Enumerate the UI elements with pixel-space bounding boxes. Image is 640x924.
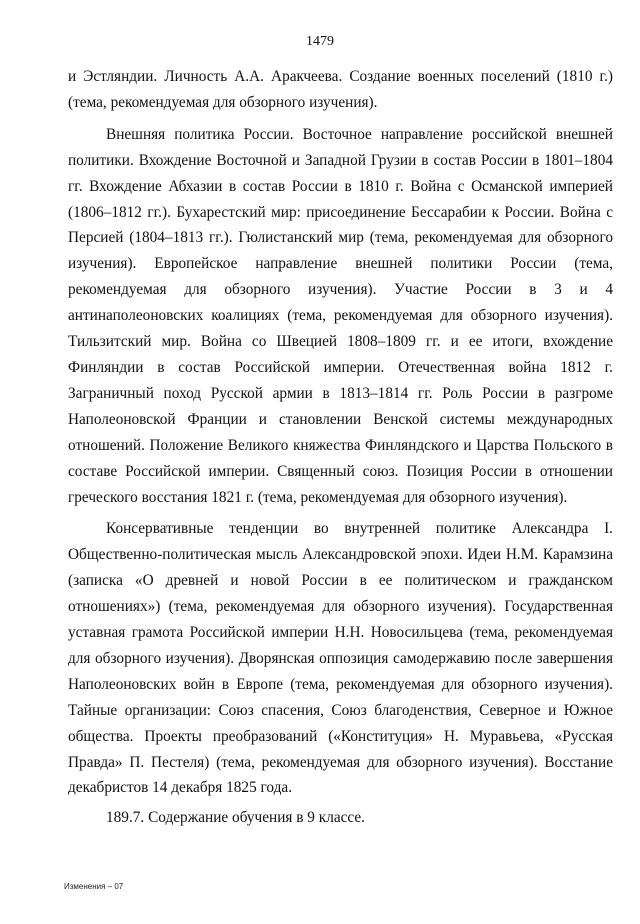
paragraph-military-settlements: и Эстляндии. Личность А.А. Аракчеева. Создание военных поселений (1810 г.) (тема, рекомендуемая для обзорного изучения). [68, 68, 613, 111]
paragraph-foreign-policy: Внешняя политика России. Восточное направление российской внешней политики. Вхождение Восточной и Западной Грузии в состав России в 1801–1804 гг. Вхождение Абхазии в состав России в 1810 г. Война с Османской империей (1806–1812 гг.). Бухарестский мир: присоединение Бессарабии к России. Война с Персией (1804–1813 гг.). Гюлистанский мир (тема, рекомендуемая для обзорного изучения). Европейское направление внешней политики России (тема, рекомендуемая для обзорного изучения). Участие России в 3 и 4 антинаполеоновских коалициях (тема, рекомендуемая для обзорного изучения). Тильзитский мир. Война со Швецией 1808–1809 гг. и ее итоги, вхождение Финляндии в состав Российской империи. Отечественная война 1812 г. Заграничный поход Русской армии в 1813–1814 гг. Роль России в разгроме Наполеоновской Франции и становлении Венской системы международных отношений. Положение Великого княжества Финляндского и Царства Польского в составе Российской империи. Священный союз. Позиция России в отношении греческого восстания 1821 г. (тема, рекомендуемая для обзорного изучения). [68, 125, 613, 506]
document-body [68, 64, 613, 831]
paragraph-section-heading: 189.7. Содержание обучения в 9 классе. [106, 809, 366, 827]
paragraph-conservative-tendencies: Консервативные тенденции во внутренней политике Александра I. Общественно-политическая мысль Александровской эпохи. Идеи Н.М. Карамзина (записка «О древней и новой России в ее политическом и гражданском отношениях») (тема, рекомендуемая для обзорного изучения). Государственная уставная грамота Российской империи Н.Н. Новосильцева (тема, рекомендуемая для обзорного изучения). Дворянская оппозиция самодержавию после завершения Наполеоновских войн в Европе (тема, рекомендуемая для обзорного изучения). Тайные организации: Союз спасения, Союз благоденствия, Северное и Южное общества. Проекты преобразований («Конституция» Н. Муравьева, «Русская Правда» П. Пестеля) (тема, рекомендуемая для обзорного изучения). Восстание декабристов 14 декабря 1825 года. [68, 520, 613, 797]
footer-revision-note: Изменения – 07 [64, 882, 124, 891]
page-number: 1479 [306, 34, 334, 49]
